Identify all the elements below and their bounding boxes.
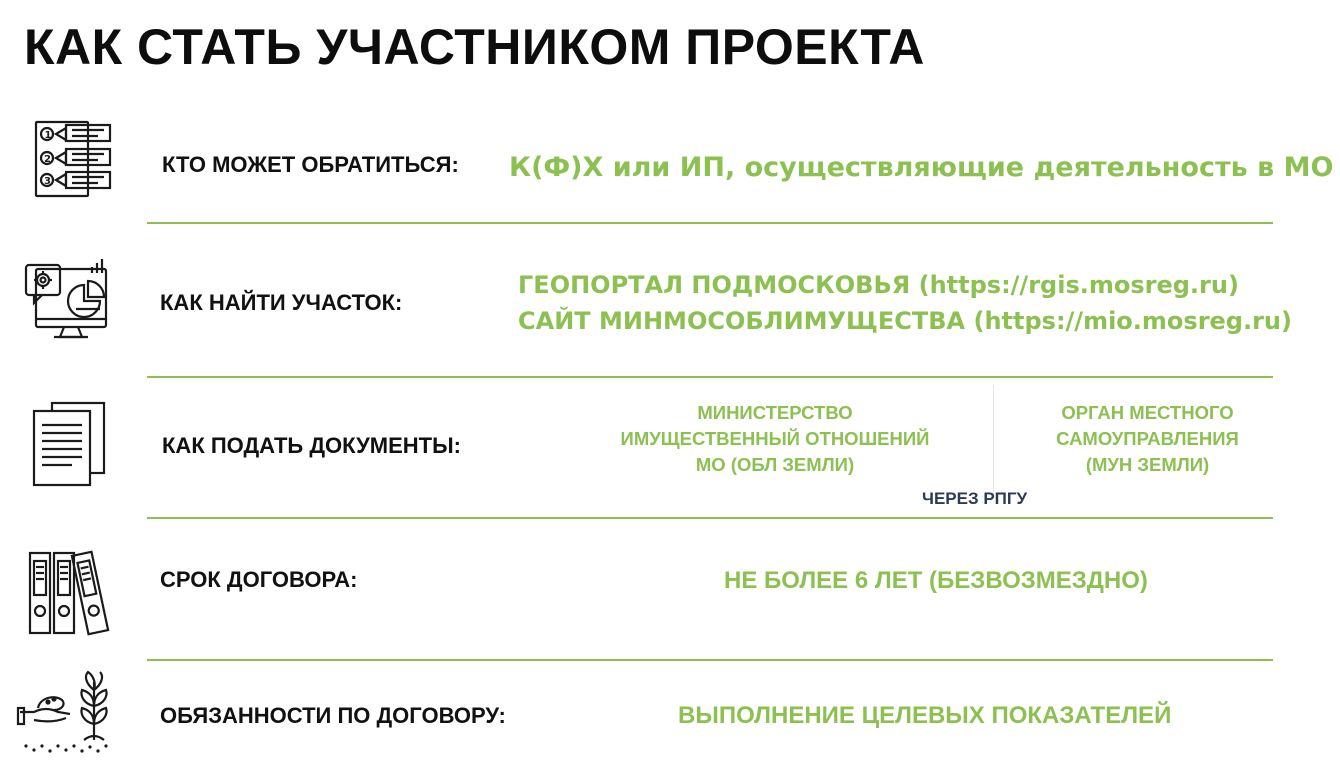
svg-text:2: 2 [44, 154, 51, 165]
row-value-who: К(Ф)Х или ИП, осуществляющие деятельность в МО [509, 152, 1334, 183]
row-label-who: КТО МОЖЕТ ОБРАТИТЬСЯ: [162, 152, 459, 177]
row-value-term: НЕ БОЛЕЕ 6 ЛЕТ (БЕЗВОЗМЕЗДНО) [724, 567, 1148, 594]
submit-option-ministry [590, 400, 960, 478]
submit-option-municipal-line2: САМОУПРАВЛЕНИЯ [1056, 428, 1239, 449]
submit-option-municipal-line3: (МУН ЗЕМЛИ) [1085, 454, 1210, 475]
row-label-duties: ОБЯЗАННОСТИ ПО ДОГОВОРУ: [160, 703, 506, 728]
documents-icon [22, 397, 122, 487]
row-value-duties: ВЫПОЛНЕНИЕ ЦЕЛЕВЫХ ПОКАЗАТЕЛЕЙ [678, 702, 1172, 729]
submit-option-ministry-line3: МО (ОБЛ ЗЕМЛИ) [695, 454, 855, 475]
submit-option-ministry-line1: МИНИСТЕРСТВО [697, 402, 853, 423]
divider [147, 376, 1273, 378]
divider [147, 517, 1273, 519]
numbered-list-icon [22, 116, 122, 206]
row-value-find-geoportal: ГЕОПОРТАЛ ПОДМОСКОВЬЯ (https://rgis.mosreg.ru) [518, 271, 1239, 299]
monitor-analytics-icon [20, 255, 120, 345]
row-label-term: СРОК ДОГОВОРА: [160, 567, 358, 592]
hand-plant-icon [14, 668, 114, 758]
submit-via-note: ЧЕРЕЗ РПГУ [922, 489, 1028, 508]
submit-option-ministry-line2: ИМУЩЕСТВЕННЫЙ ОТНОШЕНИЙ [620, 428, 930, 449]
binders-icon [20, 547, 120, 637]
divider [147, 222, 1273, 224]
row-label-submit: КАК ПОДАТЬ ДОКУМЕНТЫ: [162, 433, 461, 458]
row-label-find: КАК НАЙТИ УЧАСТОК: [160, 290, 403, 315]
page-title: КАК СТАТЬ УЧАСТНИКОМ ПРОЕКТА [24, 19, 925, 75]
submit-option-municipal-line1: ОРГАН МЕСТНОГО [1061, 402, 1234, 423]
column-separator [993, 385, 994, 495]
row-value-find-mio: САЙТ МИНМОСОБЛИМУЩЕСТВА (https://mio.mosreg.ru) [518, 307, 1292, 335]
divider [147, 659, 1273, 661]
submit-option-municipal [1020, 400, 1275, 478]
svg-text:3: 3 [44, 176, 51, 187]
svg-text:1: 1 [44, 130, 52, 141]
